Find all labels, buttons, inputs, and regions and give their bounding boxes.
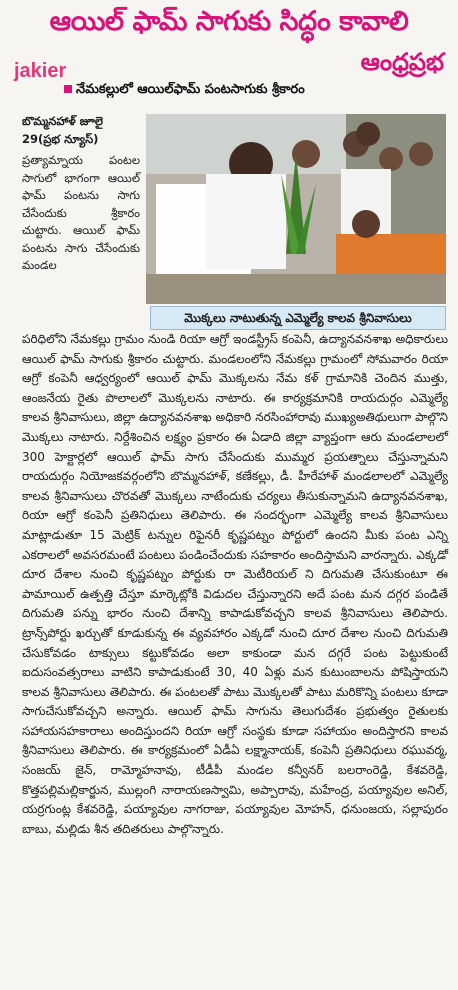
headline: ఆయిల్ ఫామ్ సాగుకు సిద్ధం కావాలి [49, 6, 409, 37]
subheadline [64, 82, 454, 100]
subhead-bullet-icon [64, 85, 72, 93]
subhead-text: నేమకల్లులో ఆయిల్‌ఫామ్ పంటసాగుకు శ్రీకారం [76, 82, 305, 97]
dateline: బొమ్మనహాళ్ జూలై 29(ప్రభ న్యూస్) [22, 114, 104, 146]
body-paragraph: పరిధిలోని నేమకల్లు గ్రామం నుండి రియా ఆగ్రో ఇండస్ట్రీస్ కంపెనీ, ఉద్యానవనశాఖ అధికారులు ఆయిల్ ఫామ్ సాగుకు శ్రీకారం చుట్టారు. మండలంలోని నేమకల్లు గ్రామంలో సోమవారం రియా ఆగ్రో కంపెనీ ఆధ్వర్యంలో ఆయిల్ ఫామ్ మొక్కలను నేమ కళ్ గ్రామానికి చెందిన ముత్తు, ఆంజనేయ రైతు పొలాలలో మొక్కలను నాటారు. ఈ కార్యక్రమానికి రాయదుర్గం ఎమ్మెల్యే కాలవ శ్రీనివాసులు, జిల్లా ఉద్యానవనశాఖ అధికారి నరసింహారావు ముఖ్యఅతిథులుగా పాల్గొని మొక్కలు నాటారు. నిర్దేశించిన లక్ష్యం ప్రకారం ఈ ఏడాది జిల్లా వ్యాప్తంగా ఆరు మండలాలలో 300 హెక్టార్లలో ఆయిల్ ఫామ్ సాగు చేసేందుకు ముమ్మర ప్రయత్నాలు చేస్తున్నామని రాయదుర్గం నియోజకవర్గంలోని బొమ్మనహాళ్, కణేకల్లు, డీ. హీరేహాళ్ మండలాలలో ఎమ్మెల్యే కాలవ శ్రీనివాసులు చొరవతో మొక్కలు నాటేందుకు చర్యలు తీసుకున్నామని ఉద్యానవనశాఖ, రియా ఆగ్రో కంపెనీ ప్రతినిధులు తెలిపారు. ఈ సందర్భంగా ఎమ్మెల్యే కాలవ శ్రీనివాసులు మాట్లాడుతూ 15 మెట్రిక్ టన్నుల రిఫైనరీ కృష్ణపట్నం పోర్టులో ఉందని మీకు పంట ఎన్ని ఎకరాలలో అవసరమంటే పంటలు పండించేందుకు సహకారం అందిస్తామని వారన్నారు. ఎక్కడో దూర దేశాల నుంచి కృష్ణపట్నం పోర్టుకు రా మెటీరియల్ ని దిగుమతి చేసుకుంటూ ఈ పామాయిల్ ఉత్పత్తి చేస్తూ మార్కెట్లోకి విడుదల చేస్తున్నారని అదే పంట మన దగ్గర పండితే దిగుమతి పన్ను భారం నుంచి దేశాన్ని కాపాడుకోవచ్చని కాలవ శ్రీనివాసులు తెలిపారు. ట్రాన్స్‌పోర్టు ఖర్చుతో కూడుకున్న ఈ వ్యవహారం ఎక్కడో నుంచి దూర దేశాల నుంచి దిగుమతి చేసుకోవడం టాక్సులు కట్టుకోవడం అలా కాకుండా మన దగ్గరే పంట పెట్టుకుంటే ఐదుసంవత్సరాలు వాటిని కాపాడుకుంటే 30, 40 ఏళ్లు మన కుటుంబాలను పోషిస్తాయని కాలవ శ్రీనివాసులు తెలిపారు. ఈ పంటలతో పాటు మొక్కలతో పాటు మరికొన్ని పంటలు కూడా సాగుచేసుకోవచ్చని అన్నారు. ఆయిల్ ఫామ్ సాగును తెలుగుదేశం ప్రభుత్వం రైతులకు సహాయసహకారాలు అందిస్తుందని రియా ఆగ్రో సంస్థకు కూడా సహాయం అందిస్తారని కాలవ శ్రీనివాసులు తెలిపారు. ఈ కార్యక్రమంలో ఏడీఏ లక్ష్మానాయక్, కంపెనీ ప్రతినిధులు రఘువర్మ, సంజయ్ జైన్, రామ్మోహనావు, టీడీపీ మండల కన్వీనర్ బలరాంరెడ్డి, కేశవరెడ్డి, కొత్తపల్లిమల్లికార్జున, ముల్లంగి నారాయణస్వామి, అప్పారావు, మహేంద్ర, పయ్యావుల అనిల్, యర్రగుంట్ల కేశవరెడ్డి, పయ్యావుల నాగరాజు, పయ్యావుల మోహన్, ధనుంజయ, సల్లాపురం బాబు, మల్లిడు శీన తదితరులు పాల్గొన్నారు. [22, 332, 448, 836]
photo-illustration [146, 114, 446, 304]
news-photo [146, 114, 446, 304]
photo-caption: మొక్కలు నాటుతున్న ఎమ్మెల్యే కాలవ శ్రీనివాసులు [150, 306, 446, 330]
article-body [22, 330, 448, 839]
lead-paragraph: ప్రత్యామ్నాయ పంటల సాగులో భాగంగా ఆయిల్ ఫామ్ పంటను సాగు చేసేందుకు శ్రీకారం చుట్టారు. ఆయిల్ ఫామ్ పంటను సాగు చేసేందుకు మండల [22, 153, 140, 272]
watermark: jakier [14, 60, 67, 82]
masthead-logo: ఆంధ్రప్రభ [360, 48, 444, 76]
